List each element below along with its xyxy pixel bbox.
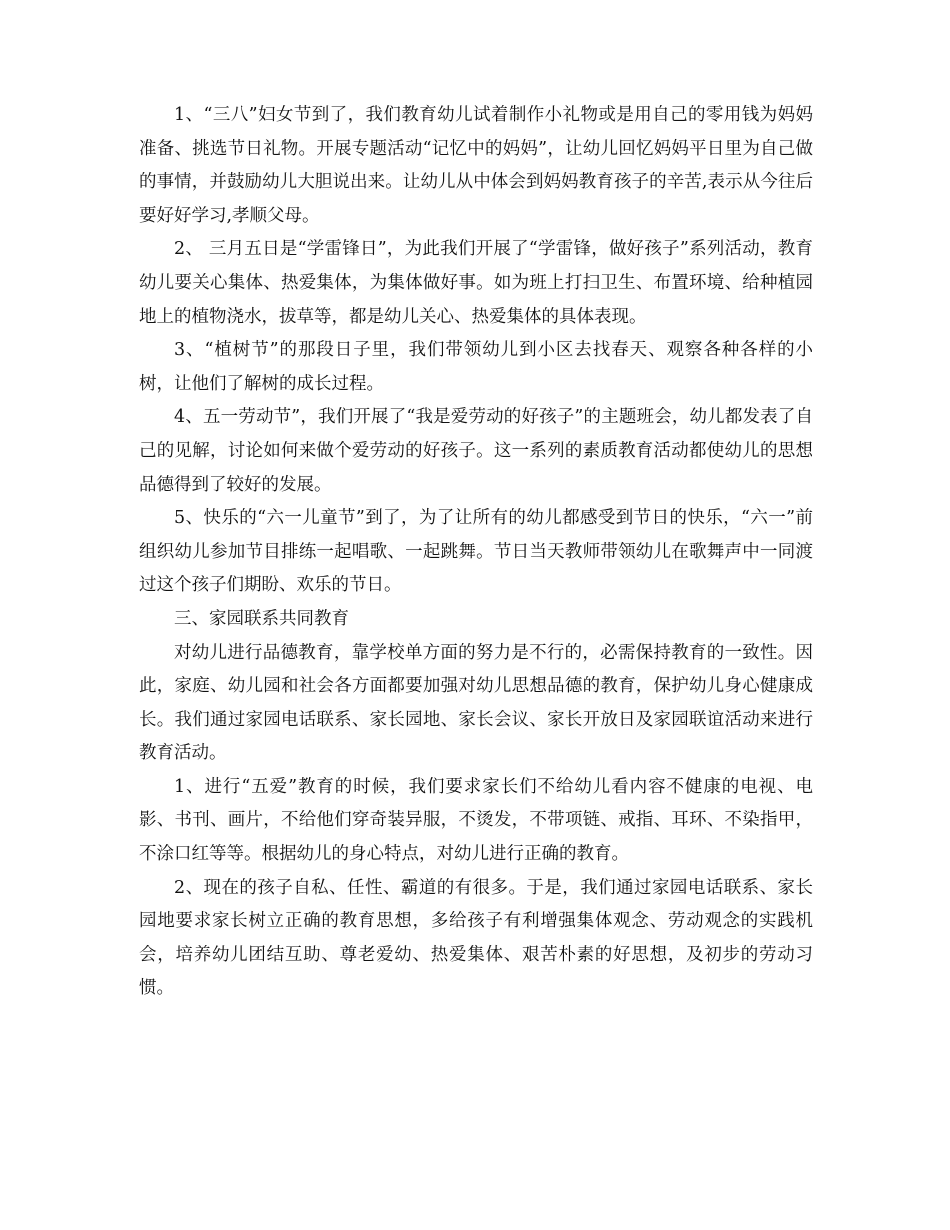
paragraph-five-loves: 1、进行“五爱”教育的时候，我们要求家长们不给幼儿看内容不健康的电视、电影、书刊、画片，不给他们穿奇装异服，不烫发，不带项链、戒指、耳环、不染指甲，不涂口红等等。根据幼儿的身心特点，对幼儿进行正确的教育。 bbox=[139, 776, 813, 865]
document-body bbox=[139, 99, 813, 1006]
paragraph-labor-day: 4、五一劳动节”，我们开展了“我是爱劳动的好孩子”的主题班会，幼儿都发表了自己的见解，讨论如何来做个爱劳动的好孩子。这一系列的素质教育活动都使幼儿的思想品德得到了较好的发展。 bbox=[139, 407, 813, 495]
paragraph-home-school-intro: 对幼儿进行品德教育，靠学校单方面的努力是不行的，必需保持教育的一致性。因此，家庭、幼儿园和社会各方面都要加强对幼儿思想品德的教育，保护幼儿身心健康成长。我们通过家园电话联系、家长园地、家长会议、家长开放日及家园联谊活动来进行教育活动。 bbox=[139, 642, 813, 764]
paragraph-selfish-children: 2、现在的孩子自私、任性、霸道的有很多。于是，我们通过家园电话联系、家长园地要求家长树立正确的教育思想，多给孩子有利增强集体观念、劳动观念的实践机会，培养幼儿团结互助、尊老爱幼、热爱集体、艰苦朴素的好思想，及初步的劳动习惯。 bbox=[139, 877, 813, 999]
section-heading: 三、家园联系共同教育 bbox=[174, 608, 349, 629]
paragraph-arbor-day: 3、“植树节”的那段日子里，我们带领幼儿到小区去找春天、观察各种各样的小树，让他们了解树的成长过程。 bbox=[139, 340, 813, 394]
paragraph-lei-feng-day: 2、 三月五日是“学雷锋日”，为此我们开展了“学雷锋，做好孩子”系列活动，教育幼儿要关心集体、热爱集体，为集体做好事。如为班上打扫卫生、布置环境、给种植园地上的植物浇水，拔草等，都是幼儿关心、热爱集体的具体表现。 bbox=[139, 239, 813, 327]
paragraph-childrens-day: 5、快乐的“六一儿童节”到了，为了让所有的幼儿都感受到节日的快乐，“六一”前组织幼儿参加节目排练一起唱歌、一起跳舞。节日当天教师带领幼儿在歌舞声中一同渡过这个孩子们期盼、欢乐的节日。 bbox=[139, 508, 813, 596]
paragraph-march-8: 1、“三八”妇女节到了，我们教育幼儿试着制作小礼物或是用自己的零用钱为妈妈准备、挑选节日礼物。开展专题活动“记忆中的妈妈”，让幼儿回忆妈妈平日里为自己做的事情，并鼓励幼儿大胆说出来。让幼儿从中体会到妈妈教育孩子的辛苦,表示从今往后要好好学习,孝顺父母。 bbox=[139, 105, 813, 226]
